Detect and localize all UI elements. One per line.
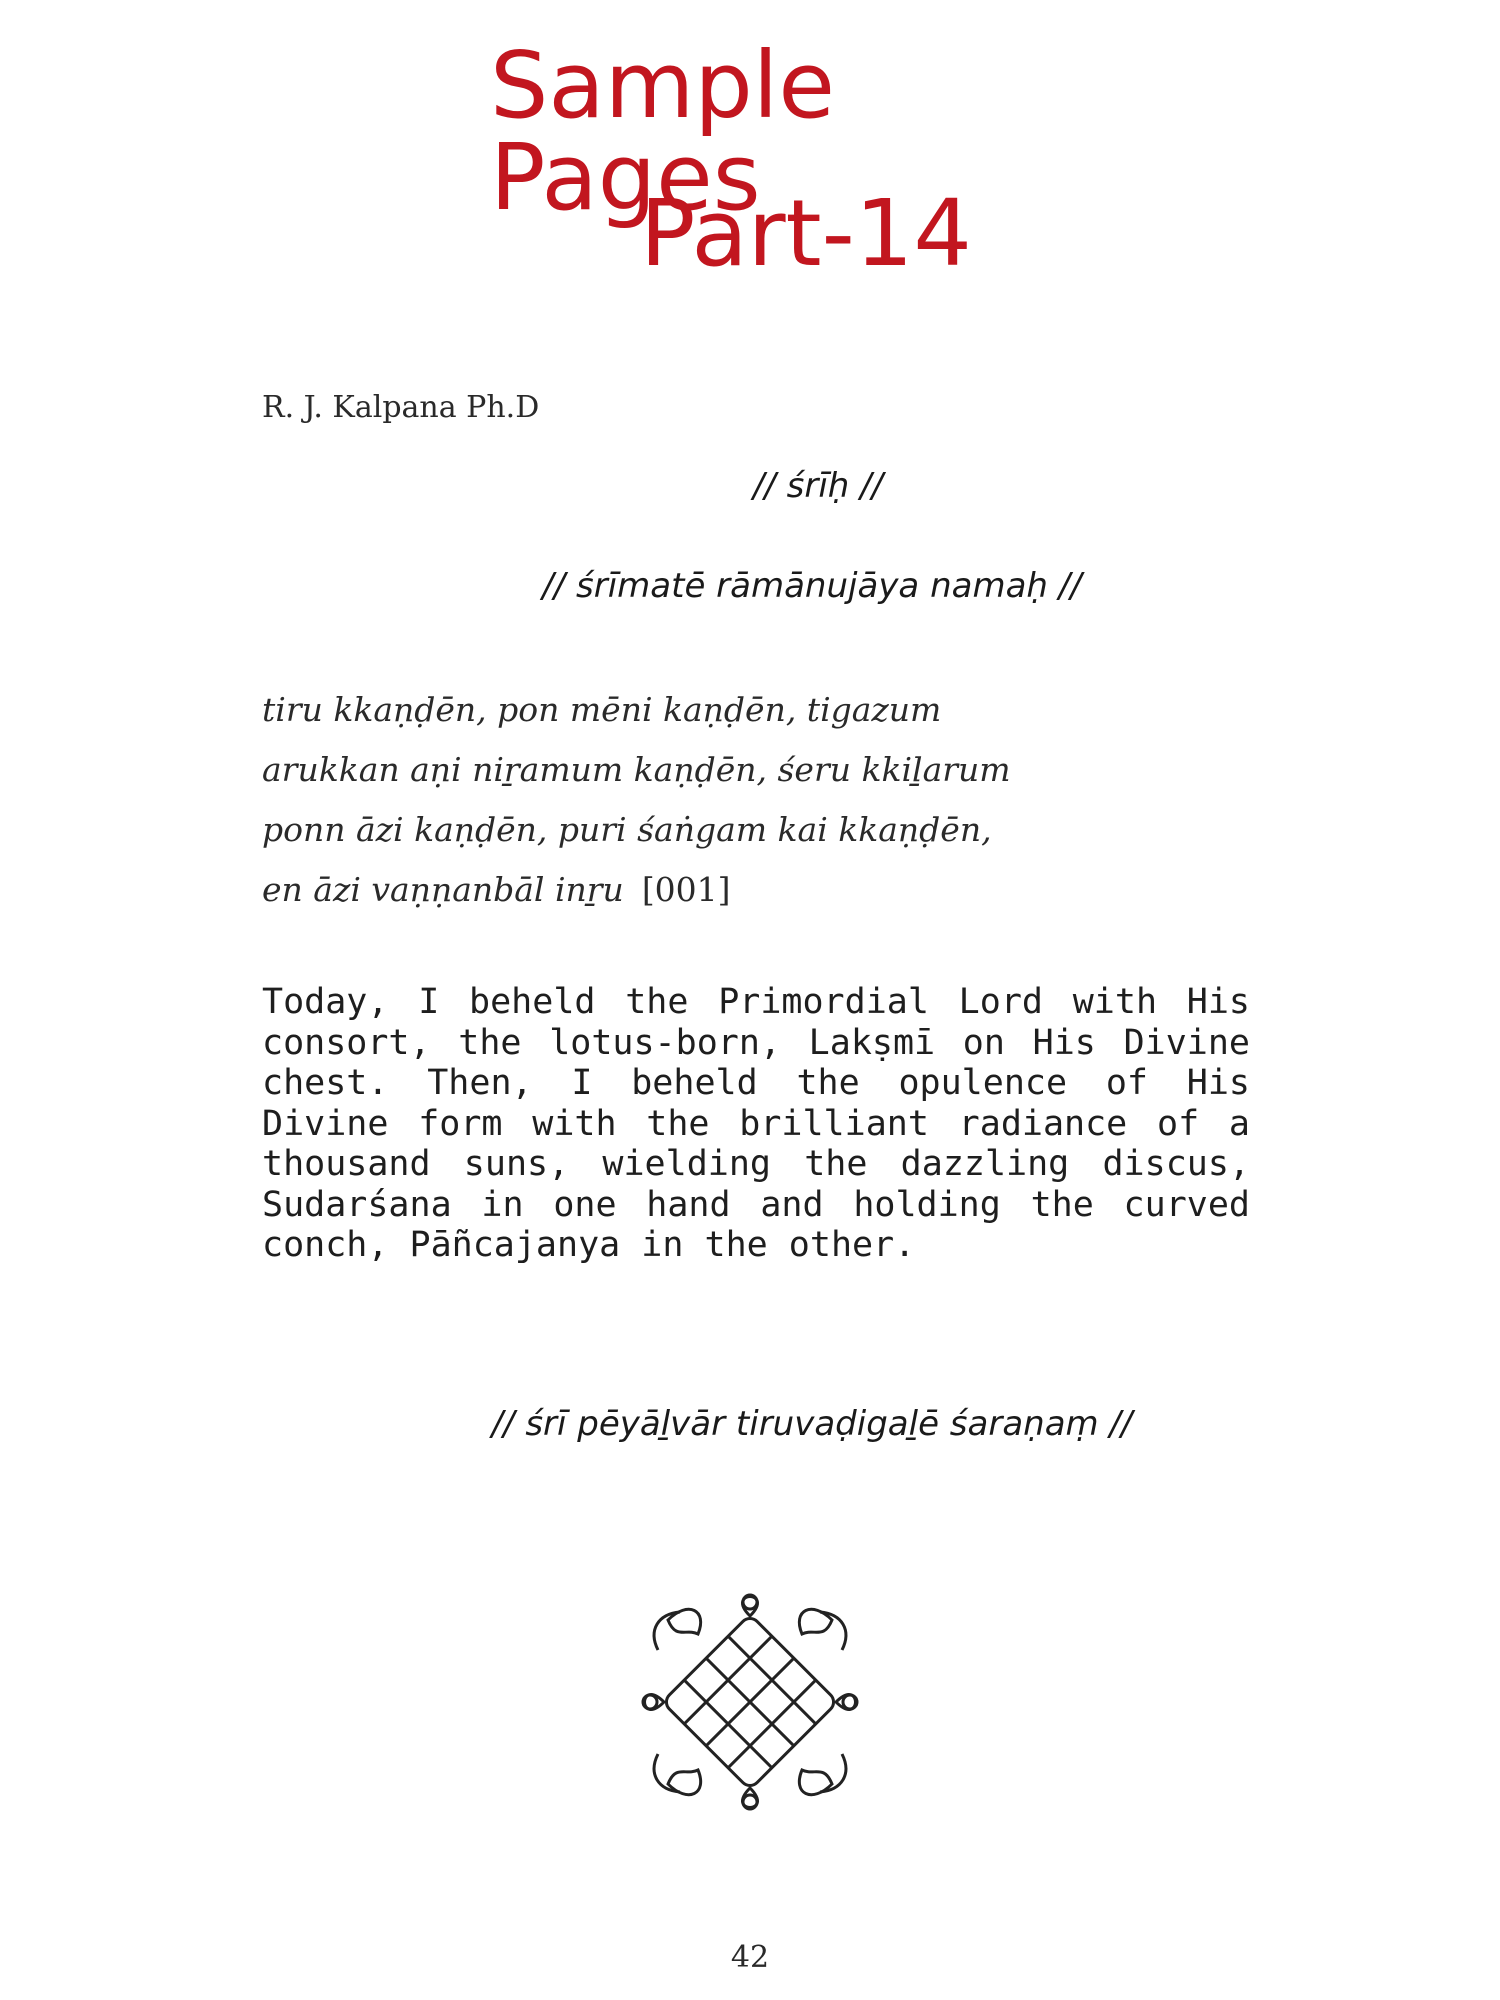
banner-title: Sample Pages: [490, 32, 835, 231]
kolam-ornament-icon: [628, 1580, 872, 1824]
invocation-closing: // śrī pēyāḻvār tiruvaḍigaḻē śaraṇaṃ //: [491, 1404, 1133, 1444]
verse-number: [001]: [641, 870, 731, 909]
verse-line: arukkan aṇi niṟamum kaṇḍēn, śeru kkiḻarum: [262, 750, 1011, 789]
translation-paragraph: Today, I beheld the Primordial Lord with His consort, the lotus-born, Lakṣmī on His Divine chest. Then, I beheld the opulence of His Divine form with the brilliant radiance of a thousand suns, wielding the dazzling discus, Sudarśana in one hand and holding the curved conch, Pāñcajanya in the other.: [262, 982, 1250, 1265]
banner-part-label: Part-14: [640, 180, 972, 287]
verse-block: [262, 680, 1262, 920]
verse-line-last: [262, 860, 1262, 920]
author-name: R. J. Kalpana Ph.D: [262, 390, 540, 425]
invocation-srih: // śrīḥ //: [752, 466, 884, 506]
verse-line-text: en āzi vaṇṇanbāl inṟu: [262, 870, 624, 909]
invocation-ramanuja: // śrīmatē rāmānujāya namaḥ //: [542, 566, 1082, 606]
verse-line: tiru kkaṇḍēn, pon mēni kaṇḍēn, tigazum: [262, 690, 942, 729]
verse-line: ponn āzi kaṇḍēn, puri śaṅgam kai kkaṇḍēn,: [262, 810, 992, 849]
page-number: 42: [730, 1940, 770, 1975]
